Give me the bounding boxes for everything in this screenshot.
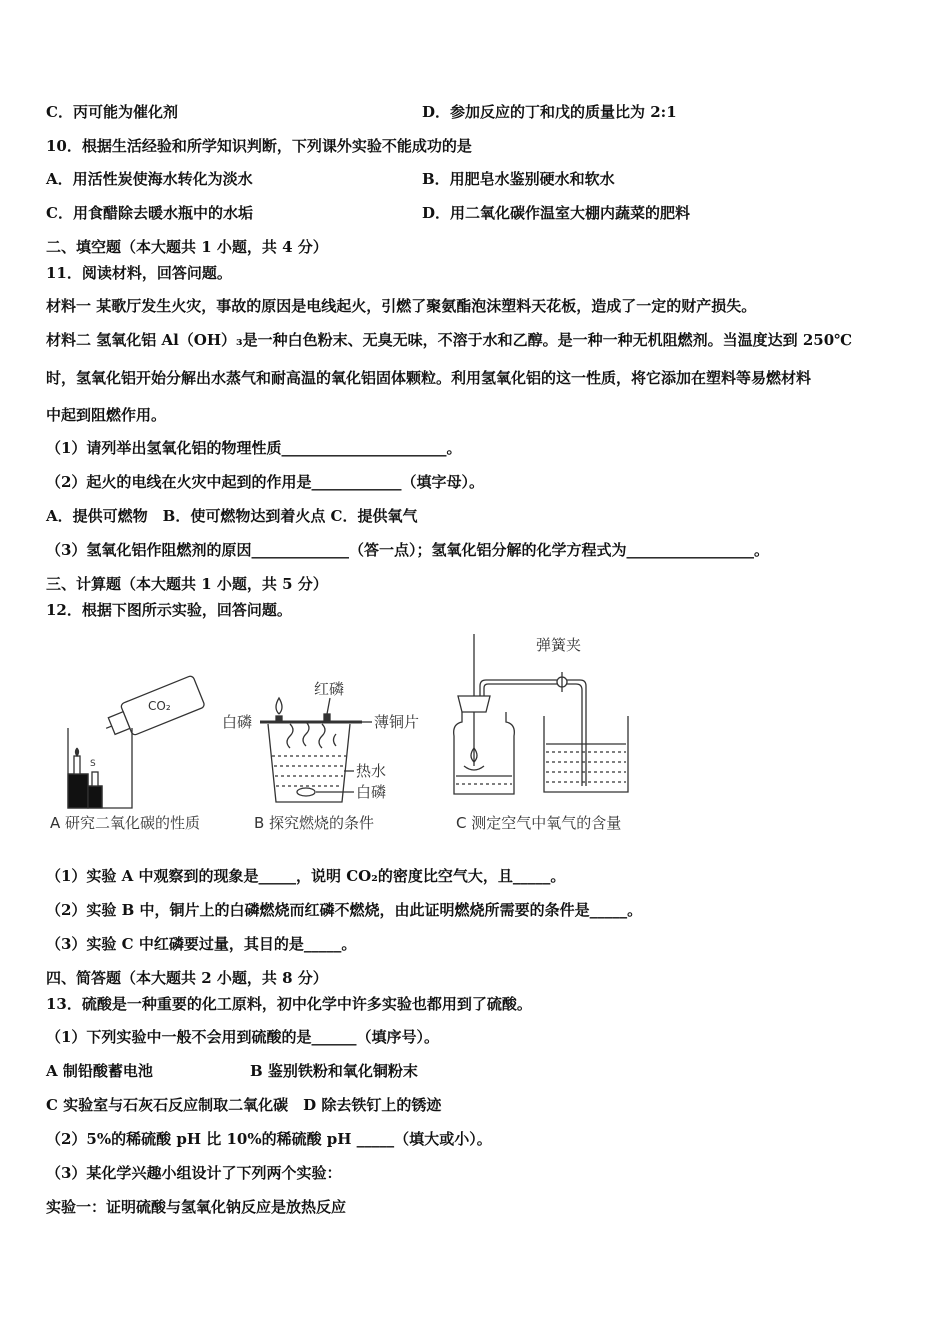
q12-part-2: （2）实验 B 中，铜片上的白磷燃烧而红磷不燃烧，由此证明燃烧所需要的条件是_____。 bbox=[46, 901, 643, 919]
caption-c: C 测定空气中氧气的含量 bbox=[456, 814, 622, 832]
q10-options-row2 bbox=[46, 203, 691, 223]
q10-stem: 10．根据生活经验和所学知识判断，下列课外实验不能成功的是 bbox=[46, 137, 472, 155]
q10-option-a: A．用活性炭使海水转化为淡水 bbox=[46, 170, 253, 188]
q9-option-c: C．丙可能为催化剂 bbox=[46, 103, 178, 121]
section-4-heading: 四、简答题（本大题共 2 小题，共 8 分） bbox=[46, 969, 328, 987]
q11-part-3: （3）氢氧化铝作阻燃剂的原因_____________（答一点）；氢氧化铝分解的化学方程式为_________________。 bbox=[46, 541, 769, 559]
q11-material-2-line2: 时，氢氧化铝开始分解出水蒸气和耐高温的氧化铝固体颗粒。利用氢氧化铝的这一性质，将它添加在塑料等易燃材料 bbox=[46, 369, 812, 387]
q10-option-b: B．用肥皂水鉴别硬水和软水 bbox=[422, 170, 615, 188]
hot-water-label: 热水 bbox=[356, 762, 387, 780]
experiment-a-apparatus bbox=[68, 675, 205, 808]
experiment-figure bbox=[44, 626, 664, 841]
caption-a: A 研究二氧化碳的性质 bbox=[50, 814, 201, 832]
q13-part-1: （1）下列实验中一般不会用到硫酸的是______（填序号）。 bbox=[46, 1028, 439, 1046]
spring-clamp-label: 弹簧夹 bbox=[536, 636, 582, 654]
q13-part-3: （3）某化学兴趣小组设计了下列两个实验： bbox=[46, 1164, 342, 1182]
white-phosphorus-label: 白磷 bbox=[222, 713, 253, 731]
experiment-c-apparatus bbox=[454, 634, 628, 794]
q12-part-3: （3）实验 C 中红磷要过量，其目的是_____。 bbox=[46, 935, 357, 953]
q11-part-1: （1）请列举出氢氧化铝的物理性质______________________。 bbox=[46, 439, 462, 457]
experiment-diagram bbox=[44, 626, 664, 841]
white-phosphorus-underwater-label: 白磷 bbox=[356, 783, 387, 801]
co2-label: CO₂ bbox=[148, 699, 171, 713]
caption-b: B 探究燃烧的条件 bbox=[254, 814, 375, 832]
q13-options-row1 bbox=[46, 1061, 418, 1081]
q13-option-b: B 鉴别铁粉和氧化铜粉末 bbox=[250, 1062, 418, 1080]
section-2-heading: 二、填空题（本大题共 1 小题，共 4 分） bbox=[46, 238, 328, 256]
q11-part-2: （2）起火的电线在火灾中起到的作用是____________（填字母）。 bbox=[46, 473, 484, 491]
q12-stem: 12．根据下图所示实验，回答问题。 bbox=[46, 601, 292, 619]
q11-material-1: 材料一 某歌厅发生火灾，事故的原因是电线起火，引燃了聚氨酯泡沫塑料天花板，造成了一定的财产损失。 bbox=[46, 297, 757, 315]
q9-options-row bbox=[46, 102, 677, 122]
q13-stem: 13．硫酸是一种重要的化工原料，初中化学中许多实验也都用到了硫酸。 bbox=[46, 995, 532, 1013]
q13-part-2: （2）5%的稀硫酸 pH 比 10%的稀硫酸 pH _____（填大或小）。 bbox=[46, 1130, 492, 1148]
q12-part-1: （1）实验 A 中观察到的现象是_____，说明 CO₂的密度比空气大，且_____。 bbox=[46, 867, 566, 885]
copper-sheet-label: 薄铜片 bbox=[374, 713, 420, 731]
s-label: S bbox=[90, 759, 96, 769]
q9-option-d: D．参加反应的丁和戊的质量比为 2:1 bbox=[422, 103, 677, 121]
q10-option-c: C．用食醋除去暖水瓶中的水垢 bbox=[46, 204, 253, 222]
q13-options-row2: C 实验室与石灰石反应制取二氧化碳 D 除去铁钉上的锈迹 bbox=[46, 1096, 442, 1114]
q13-experiment-1: 实验一：证明硫酸与氢氧化钠反应是放热反应 bbox=[46, 1198, 347, 1216]
q11-material-2-line1: 材料二 氢氧化铝 Al（OH）₃是一种白色粉末、无臭无味，不溶于水和乙醇。是一种一种无机阻燃剂。当温度达到 250℃ bbox=[46, 331, 853, 349]
q10-option-d: D．用二氧化碳作温室大棚内蔬菜的肥料 bbox=[422, 204, 691, 222]
q13-option-a: A 制铅酸蓄电池 bbox=[46, 1062, 153, 1080]
q11-material-2-line3: 中起到阻燃作用。 bbox=[46, 406, 167, 424]
q11-stem: 11．阅读材料，回答问题。 bbox=[46, 264, 232, 282]
q11-part-2-options: A．提供可燃物 B．使可燃物达到着火点 C．提供氧气 bbox=[46, 507, 418, 525]
q10-options-row1 bbox=[46, 169, 615, 189]
red-phosphorus-label: 红磷 bbox=[314, 680, 345, 698]
section-3-heading: 三、计算题（本大题共 1 小题，共 5 分） bbox=[46, 575, 328, 593]
